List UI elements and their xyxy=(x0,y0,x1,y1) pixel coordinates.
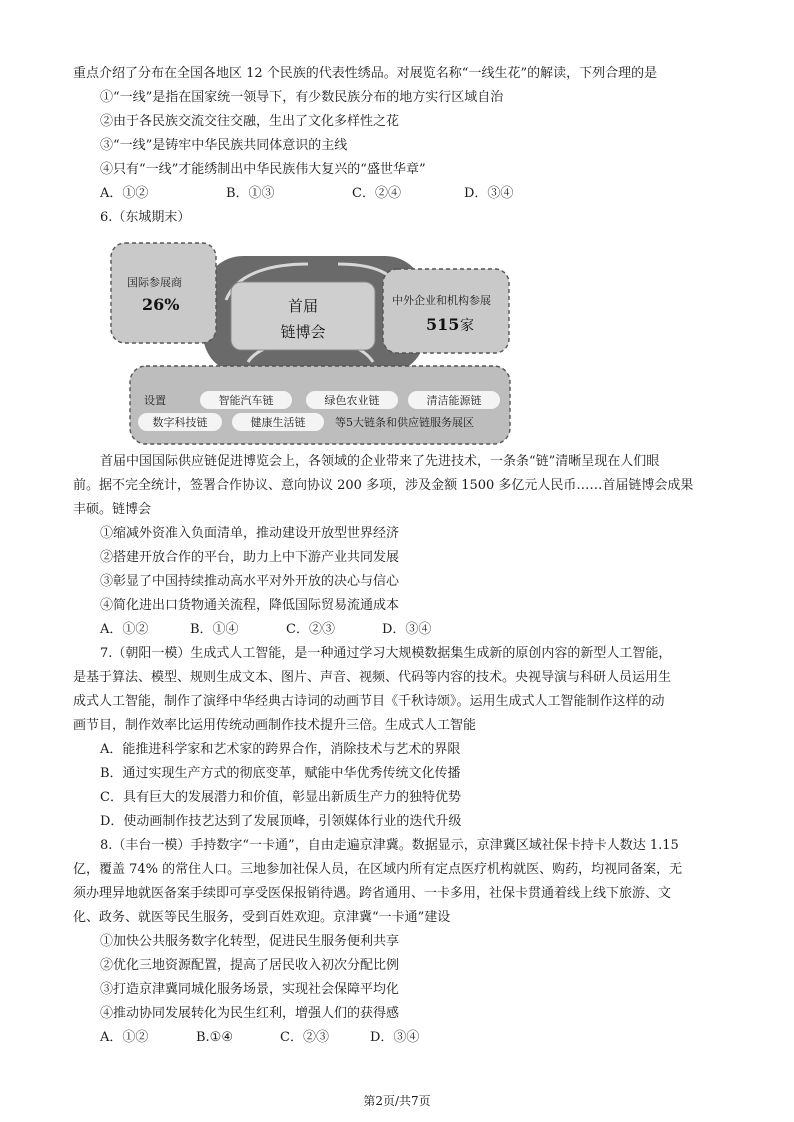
q8-item-3: ③打造京津冀同城化服务场景，实现社会保障平均化 xyxy=(100,982,400,997)
right-stat-unit: 家 xyxy=(460,318,474,334)
right-stat-label: 中外企业和机构参展 xyxy=(392,294,491,307)
q5-item-1: ①“一线”是指在国家统一领导下，有少数民族分布的地方实行区域自治 xyxy=(100,90,504,105)
q7-option-b: B．通过实现生产方式的彻底变革，赋能中华优秀传统文化传播 xyxy=(100,766,461,781)
q6-option-c: C．②③ xyxy=(286,622,335,637)
q5-item-3: ③“一线”是铸牢中华民族共同体意识的主线 xyxy=(100,138,348,153)
q7-para-line-3: 成式人工智能，制作了演绎中华经典古诗词的动画节目《千秋诗颂》。运用生成式人工智能制作这样的动 xyxy=(73,694,665,709)
chain-expo-diagram xyxy=(108,240,512,446)
q6-para-line-3: 丰硕。链博会 xyxy=(73,502,152,517)
q8-item-1: ①加快公共服务数字化转型，促进民生服务便利共享 xyxy=(100,934,400,949)
q7-para-line-4: 画节目，制作效率比运用传统动画制作技术提升三倍。生成式人工智能 xyxy=(73,718,477,733)
q6-options xyxy=(100,619,431,641)
right-stat-value: 515 xyxy=(426,315,460,334)
q6-item-4: ④简化进出口货物通关流程，降低国际贸易流通成本 xyxy=(100,598,400,613)
chain-label-2: 绿色农业链 xyxy=(324,394,380,407)
q8-option-b: B.①④ xyxy=(196,1030,233,1045)
chain-label-5: 健康生活链 xyxy=(250,416,306,429)
q8-item-2: ②优化三地资源配置，提高了居民收入初次分配比例 xyxy=(100,958,400,973)
q8-para-line-4: 化、政务、就医等民生服务，受到百姓欢迎。京津冀“一卡通”建设 xyxy=(73,910,451,925)
q5-option-d: D．③④ xyxy=(464,186,514,201)
chain-label-3: 清洁能源链 xyxy=(426,394,482,407)
q6-item-3: ③彰显了中国持续推动高水平对外开放的决心与信心 xyxy=(100,574,400,589)
q5-item-2: ②由于各民族交流交往交融，生出了文化多样性之花 xyxy=(100,114,400,129)
q6-option-a: A．①② xyxy=(100,622,149,637)
q5-options xyxy=(100,183,513,205)
q6-para-line-1: 首届中国国际供应链促进博览会上，各领域的企业带来了先进技术，一条条“链”清晰呈现在人们眼 xyxy=(100,454,660,469)
q8-option-c: C．②③ xyxy=(280,1030,329,1045)
chain-label-4: 数字科技链 xyxy=(152,416,208,429)
center-title-line1: 首届 xyxy=(287,297,319,315)
q5-item-4: ④只有“一线”才能绣制出中华民族伟大复兴的“盛世华章” xyxy=(100,162,426,177)
q7-option-d: D．使动画制作技艺达到了发展顶峰，引领媒体行业的迭代升级 xyxy=(100,814,462,829)
q7-para-line-1: 7.（朝阳一模）生成式人工智能，是一种通过学习大规模数据集生成新的原创内容的新型人工智能， xyxy=(100,646,672,661)
q7-option-c: C．具有巨大的发展潜力和价值，彰显出新质生产力的独特优势 xyxy=(100,790,461,805)
q5-option-a: A．①② xyxy=(100,186,149,201)
bottom-suffix: 等5大链条和供应链服务展区 xyxy=(335,416,474,429)
q8-para-line-2: 亿，覆盖 74% 的常住人口。三地参加社保人员，在区域内所有定点医疗机构就医、购药，均视同备案，无 xyxy=(73,862,683,877)
left-stat-box xyxy=(111,243,216,343)
q6-para-line-2: 前。据不完全统计，签署合作协议、意向协议 200 多项，涉及金额 1500 多亿元人民币……首届链博会成果 xyxy=(73,478,694,493)
q6-item-1: ①缩减外资准入负面清单，推动建设开放型世界经济 xyxy=(100,526,400,541)
center-title-line2: 链博会 xyxy=(280,323,326,341)
page-number: 第2页/共7页 xyxy=(363,1094,431,1108)
right-stat-box xyxy=(383,269,509,353)
q6-heading: 6.（东城期末） xyxy=(100,210,191,225)
left-stat-value: 26% xyxy=(142,295,180,314)
left-stat-label: 国际参展商 xyxy=(127,276,182,289)
q7-option-a: A．能推进科学家和艺术家的跨界合作，消除技术与艺术的界限 xyxy=(100,742,461,757)
q8-options xyxy=(100,1027,419,1049)
q8-para-line-1: 8.（丰台一模）手持数字“一卡通”，自由走遍京津冀。数据显示，京津冀区域社保卡持卡人数达 1.15 xyxy=(100,838,679,853)
q6-option-b: B．①④ xyxy=(190,622,239,637)
bottom-prefix: 设置 xyxy=(144,394,166,407)
q8-item-4: ④推动协同发展转化为民生红利，增强人们的获得感 xyxy=(100,1006,400,1021)
q7-para-line-2: 是基于算法、模型、规则生成文本、图片、声音、视频、代码等内容的技术。央视导演与科研人员运用生 xyxy=(73,670,672,685)
q5-stem: 重点介绍了分布在全国各地区 12 个民族的代表性绣品。对展览名称“一线生花”的解读，下列合理的是 xyxy=(73,66,658,81)
chain-label-1: 智能汽车链 xyxy=(218,394,274,407)
q8-option-d: D．③④ xyxy=(370,1030,420,1045)
q5-option-b: B．①③ xyxy=(226,186,275,201)
q8-para-line-3: 须办理异地就医备案手续即可享受医保报销待遇。跨省通用、一卡多用，社保卡贯通着线上线下旅游、文 xyxy=(73,886,672,901)
q6-option-d: D．③④ xyxy=(382,622,432,637)
q6-item-2: ②搭建开放合作的平台，助力上中下游产业共同发展 xyxy=(100,550,400,565)
q8-option-a: A．①② xyxy=(100,1030,149,1045)
q5-option-c: C．②④ xyxy=(352,186,401,201)
